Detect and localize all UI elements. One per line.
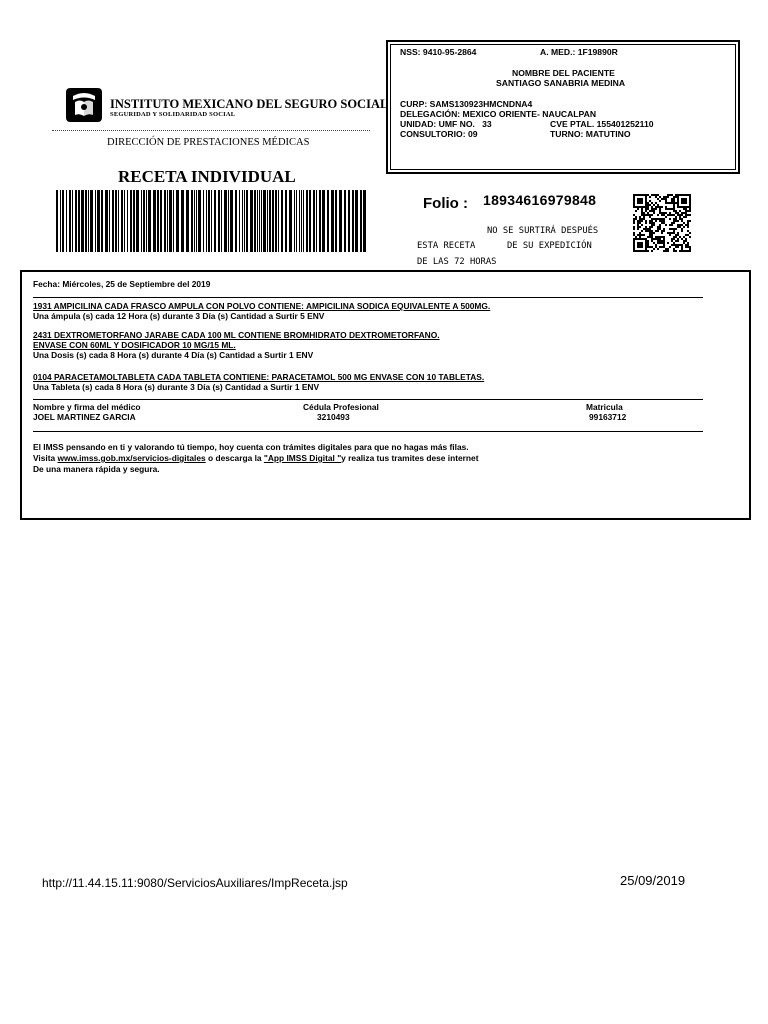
- imss-logo: [66, 88, 102, 122]
- medication-2-description: 2431 DEXTROMETORFANO JARABE CADA 100 ML CONTIENE BROMHIDRATO DEXTROMETORFANO.: [33, 330, 440, 340]
- page-title: RECETA INDIVIDUAL: [118, 167, 296, 186]
- medication-2-dose: Una Dosis (s) cada 8 Hora (s) durante 4 Día (s) Cantidad a Surtir 1 ENV: [33, 350, 314, 360]
- barcode: [56, 190, 366, 252]
- institution-tagline: SEGURIDAD Y SOLIDARIDAD SOCIAL: [110, 111, 236, 118]
- delegacion: DELEGACIÓN: MEXICO ORIENTE- NAUCALPAN: [400, 109, 597, 119]
- medication-3-description: 0104 PARACETAMOLTABLETA CADA TABLETA CONTIENE: PARACETAMOL 500 MG ENVASE CON 10 TABLETAS.: [33, 372, 485, 382]
- doctor-name: JOEL MARTINEZ GARCIA: [33, 412, 136, 422]
- folio-number: 18934616979848: [483, 192, 597, 208]
- medication-1-description: 1931 AMPICILINA CADA FRASCO AMPULA CON POLVO CONTIENE: AMPICILINA SODICA EQUIVALENTE A 500MG.: [33, 301, 491, 311]
- cedula-number: 3210493: [317, 412, 350, 422]
- notice-text: Visita: [33, 453, 58, 463]
- notice-line-3: De una manera rápida y segura.: [33, 464, 160, 474]
- a-med: A. MED.: 1F19890R: [540, 47, 618, 57]
- notice-text: y realiza tus tramites dese internet: [341, 453, 479, 463]
- divider: [52, 130, 370, 131]
- curp: CURP: SAMS130923HMCNDNA4: [400, 99, 533, 109]
- notice-text: o descarga la: [205, 453, 264, 463]
- prescription-box: [20, 270, 751, 520]
- qr-code: [629, 190, 695, 254]
- nss: NSS: 9410-95-2864: [400, 47, 477, 57]
- digital-services-link[interactable]: www.imss.gob.mx/servicios-digitales: [57, 453, 206, 463]
- divider: [33, 399, 703, 400]
- app-name: "App IMSS Digital ": [263, 453, 342, 463]
- patient-name: SANTIAGO SANABRIA MEDINA: [496, 78, 626, 88]
- warning-line-2b: DE SU EXPEDICIÓN: [507, 241, 592, 251]
- consultorio: CONSULTORIO: 09: [400, 129, 478, 139]
- medication-1-dose: Una ámpula (s) cada 12 Hora (s) durante 3 Día (s) Cantidad a Surtir 5 ENV: [33, 311, 325, 321]
- doctor-label: Nombre y firma del médico: [33, 402, 141, 412]
- patient-info-box: [386, 40, 740, 174]
- divider: [33, 431, 703, 432]
- divider: [33, 297, 703, 298]
- medication-2-description-cont: ENVASE CON 60ML Y DOSIFICADOR 10 MG/15 ML.: [33, 340, 236, 350]
- warning-line-2a: ESTA RECETA: [417, 241, 476, 251]
- cve-ptal: CVE PTAL. 155401252110: [550, 119, 654, 129]
- department-name: DIRECCIÓN DE PRESTACIONES MÉDICAS: [107, 137, 310, 148]
- warning-line-3: DE LAS 72 HORAS: [417, 257, 497, 267]
- folio-label: Folio :: [423, 195, 468, 212]
- patient-name-label: NOMBRE DEL PACIENTE: [512, 68, 615, 78]
- matricula-label: Matricula: [586, 402, 623, 412]
- notice-line-2: [33, 453, 478, 463]
- footer-date: 25/09/2019: [620, 873, 686, 888]
- notice-line-1: El IMSS pensando en ti y valorando tú tiempo, hoy cuenta con trámites digitales para que no hagas más filas.: [33, 442, 469, 452]
- unidad: UNIDAD: UMF NO. 33: [400, 119, 492, 129]
- cedula-label: Cédula Profesional: [303, 402, 379, 412]
- medication-3-dose: Una Tableta (s) cada 8 Hora (s) durante 3 Día (s) Cantidad a Surtir 1 ENV: [33, 382, 320, 392]
- prescription-date: Fecha: Miércoles, 25 de Septiembre del 2019: [33, 279, 211, 289]
- warning-line-1: NO SE SURTIRÁ DESPUÉS: [487, 226, 599, 236]
- institution-name: INSTITUTO MEXICANO DEL SEGURO SOCIAL: [110, 97, 389, 111]
- matricula-number: 99163712: [589, 412, 627, 422]
- footer-url: http://11.44.15.11:9080/ServiciosAuxiliares/ImpReceta.jsp: [42, 876, 348, 890]
- turno: TURNO: MATUTINO: [550, 129, 631, 139]
